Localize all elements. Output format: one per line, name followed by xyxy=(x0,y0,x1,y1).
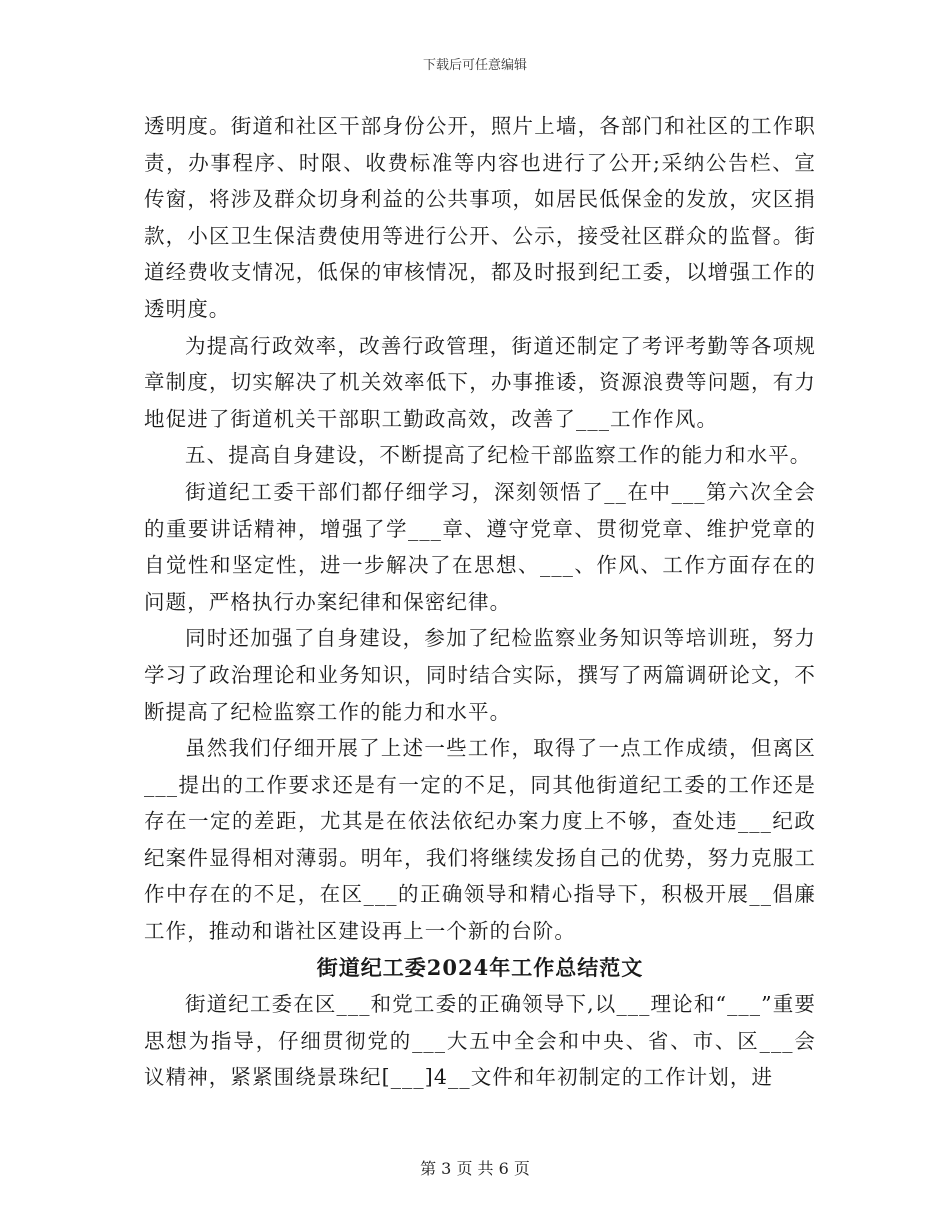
paragraph: 虽然我们仔细开展了上述一些工作，取得了一点工作成绩，但离区___提出的工作要求还是有一定的不足，同其他街道纪工委的工作还是存在一定的差距，尤其是在依法依纪办案力度上不够，查处违___纪政纪案件显得相对薄弱。明年，我们将继续发扬自己的优势，努力克服工作中存在的不足，在区___的正确领导和精心指导下，积极开展__倡廉工作，推动和谐社区建设再上一个新的台阶。 xyxy=(144,736,816,944)
paragraph: 街道纪工委干部们都仔细学习，深刻领悟了__在中___第六次全会的重要讲话精神，增强了学___章、遵守党章、贯彻党章、维护党章的自觉性和坚定性，进一步解决了在思想、___、作风、工作方面存在的问题，严格执行办案纪律和保密纪律。 xyxy=(144,479,816,614)
page-number: 第 3 页 共 6 页 xyxy=(420,1159,530,1178)
paragraph-heading-five: 五、提高自身建设，不断提高了纪检干部监察工作的能力和水平。 xyxy=(185,443,812,468)
section-paragraph: 街道纪工委在区___和党工委的正确领导下,以___理论和“___”重要思想为指导，仔细贯彻党的___大五中全会和中央、省、市、区___会议精神，紧紧围绕景珠纪[___]4__文件和年初制定的工作计划，进 xyxy=(144,992,816,1090)
page-header: 下载后可任意编辑 xyxy=(422,58,527,73)
paragraph-continued: 透明度。街道和社区干部身份公开，照片上墙，各部门和社区的工作职责，办事程序、时限、收费标准等内容也进行了公开;采纳公告栏、宣传窗，将涉及群众切身利益的公共事项，如居民低保金的发放，灾区捐款，小区卫生保洁费使用等进行公开、公示，接受社区群众的监督。街道经费收支情况，低保的审核情况，都及时报到纪工委，以增强工作的透明度。 xyxy=(144,114,816,321)
paragraph: 为提高行政效率，改善行政管理，街道还制定了考评考勤等各项规章制度，切实解决了机关效率低下，办事推诿，资源浪费等问题，有力地促进了街道机关干部职工勤政高效，改善了___工作作风。 xyxy=(144,333,816,431)
section-title: 街道纪工委2024年工作总结范文 xyxy=(316,954,644,980)
document-body xyxy=(144,108,816,1096)
paragraph: 同时还加强了自身建设，参加了纪检监察业务知识等培训班，努力学习了政治理论和业务知识，同时结合实际，撰写了两篇调研论文，不断提高了纪检监察工作的能力和水平。 xyxy=(144,626,816,724)
